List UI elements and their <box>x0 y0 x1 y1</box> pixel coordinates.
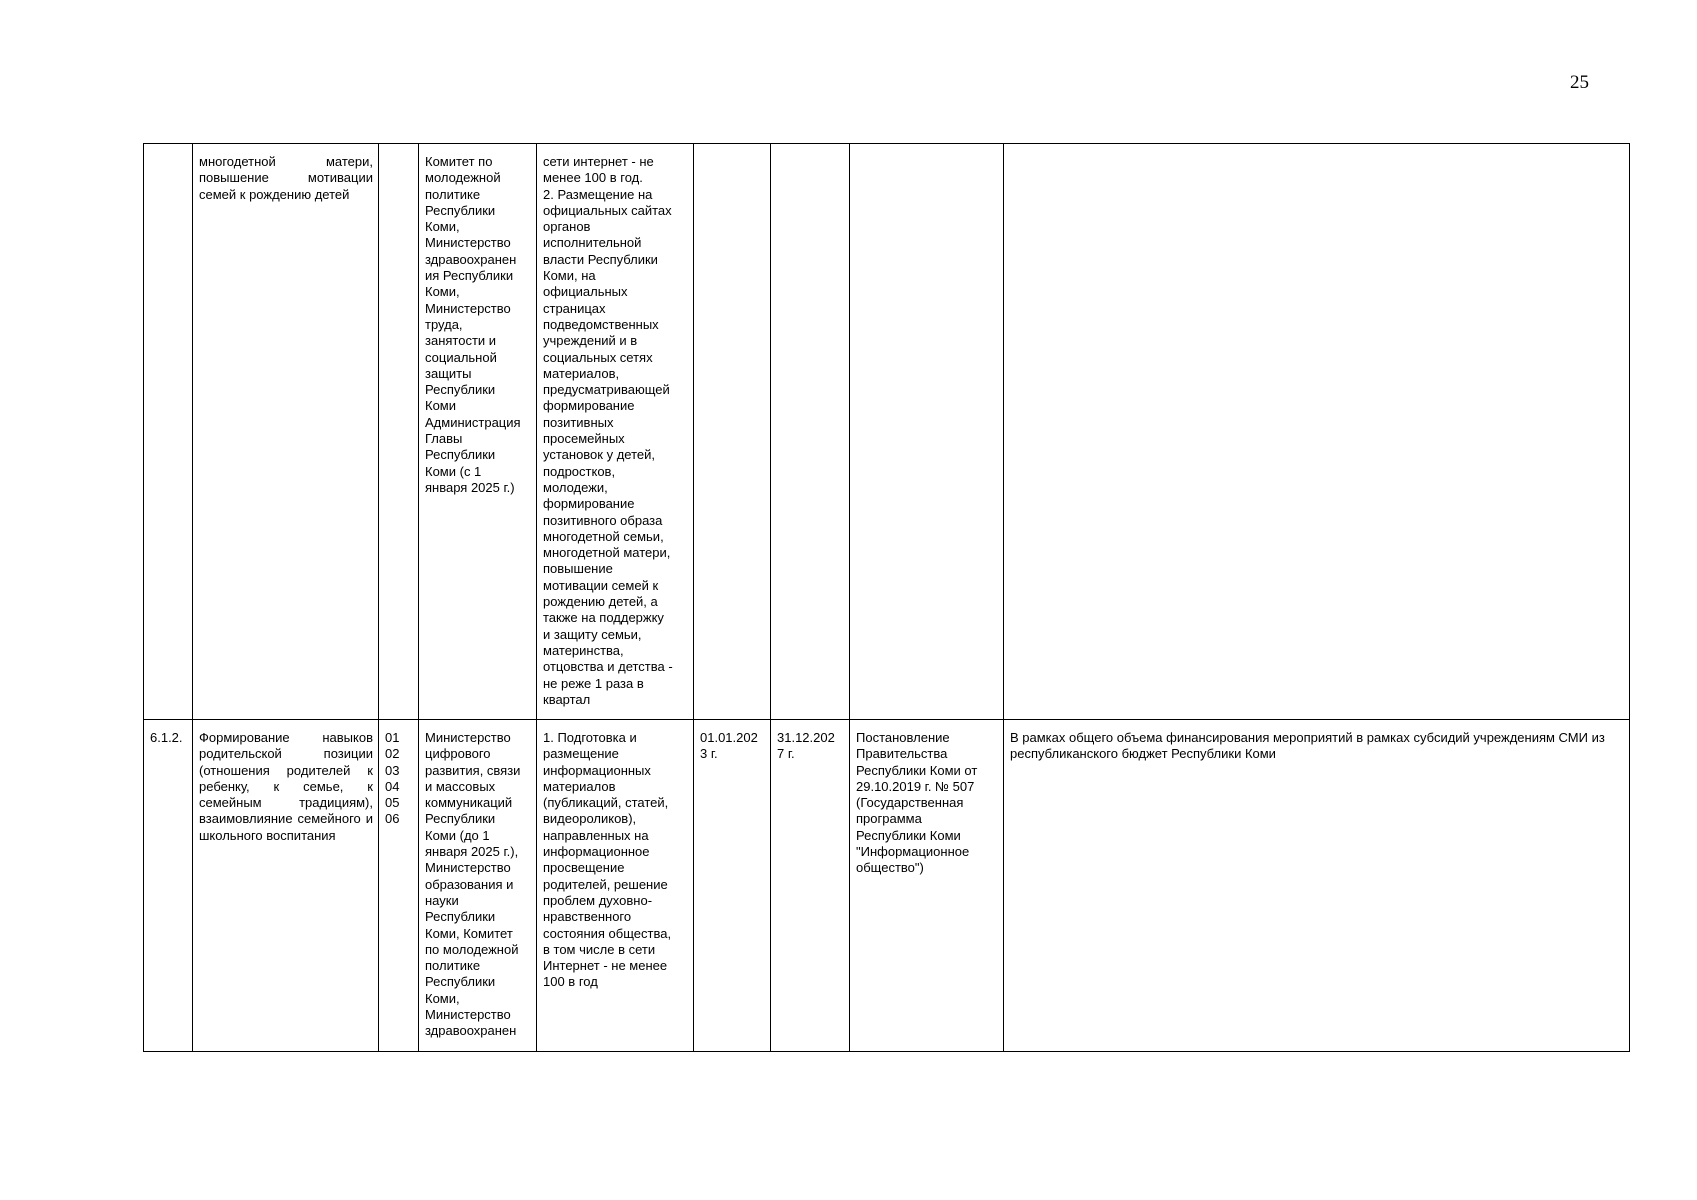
cell-codes: 01 02 03 04 05 06 <box>379 720 419 1052</box>
cell-end-date: 31.12.202 7 г. <box>771 720 850 1052</box>
table-row <box>144 144 1630 720</box>
cell-start-date: 01.01.202 3 г. <box>694 720 771 1052</box>
cell-executors: Комитет по молодежной политике Республики Коми, Министерство здравоохранен ия Республики Коми, Министерство труда, занятости и социальной защиты Республики Коми Администрация Главы Республики Коми (с 1 января 2025 г.) <box>419 144 537 720</box>
cell-financing: В рамках общего объема финансирования мероприятий в рамках субсидий учреждениям СМИ из республиканского бюджет Республики Коми <box>1004 720 1630 1052</box>
cell-legal-document <box>850 144 1004 720</box>
cell-codes <box>379 144 419 720</box>
cell-start-date <box>694 144 771 720</box>
cell-number <box>144 144 193 720</box>
cell-end-date <box>771 144 850 720</box>
cell-measure-title: Формирование навыков родительской позиции (отношения родителей к ребенку, к семье, к семейным традициям), взаимовлияние семейного и школьного воспитания <box>193 720 379 1052</box>
cell-expected-result: 1. Подготовка и размещение информационных материалов (публикаций, статей, видеороликов), направленных на информационное просвещение родителей, решение проблем духовно- нравственного состояния общества, в том числе в сети Интернет - не менее 100 в год <box>537 720 694 1052</box>
cell-executors: Министерство цифрового развития, связи и массовых коммуникаций Республики Коми (до 1 января 2025 г.), Министерство образования и науки Республики Коми, Комитет по молодежной политике Республики Коми, Министерство здравоохранен <box>419 720 537 1052</box>
cell-measure-title: многодетной матери, повышение мотивации семей к рождению детей <box>193 144 379 720</box>
cell-expected-result: сети интернет - не менее 100 в год. 2. Размещение на официальных сайтах органов исполнительной власти Республики Коми, на официальных страницах подведомственных учреждений и в социальных сетях материалов, предусматривающей формирование позитивных просемейных установок у детей, подростков, молодежи, формирование позитивного образа многодетной семьи, многодетной матери, повышение мотивации семей к рождению детей, а также на поддержку и защиту семьи, материнства, отцовства и детства - не реже 1 раза в квартал <box>537 144 694 720</box>
table-row <box>144 720 1630 1052</box>
measures-table <box>143 143 1630 1052</box>
cell-number: 6.1.2. <box>144 720 193 1052</box>
cell-legal-document: Постановление Правительства Республики Коми от 29.10.2019 г. № 507 (Государственная программа Республики Коми "Информационное общество") <box>850 720 1004 1052</box>
cell-financing <box>1004 144 1630 720</box>
page-number: 25 <box>1570 72 1589 93</box>
